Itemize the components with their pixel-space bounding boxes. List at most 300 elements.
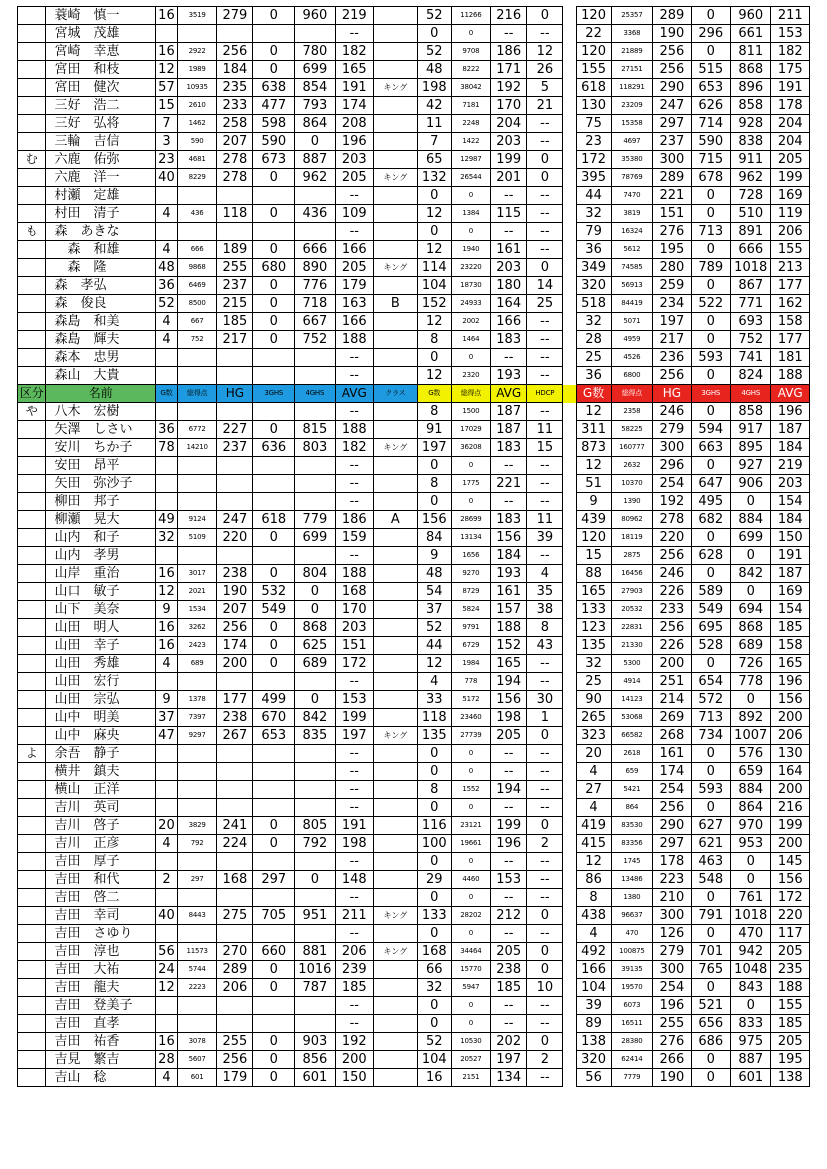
season2-cell: 0 bbox=[527, 151, 563, 169]
season1-cell: 166 bbox=[335, 241, 373, 259]
season2-cell: 8222 bbox=[451, 61, 490, 79]
class-cell bbox=[373, 673, 417, 691]
season3-cell: 166 bbox=[576, 961, 611, 979]
season3-cell: 320 bbox=[576, 277, 611, 295]
spacer-cell bbox=[563, 547, 576, 565]
season3-cell: 32 bbox=[576, 205, 611, 223]
season1-cell: 220 bbox=[217, 529, 253, 547]
season2-cell: -- bbox=[527, 133, 563, 151]
kubun-cell bbox=[18, 619, 46, 637]
table-row bbox=[18, 475, 810, 493]
season1-cell: 792 bbox=[295, 835, 336, 853]
table-row bbox=[18, 403, 810, 421]
season3-cell: 824 bbox=[730, 367, 771, 385]
season3-cell: 25357 bbox=[611, 7, 653, 25]
spacer-cell bbox=[563, 421, 576, 439]
season1-cell: 279 bbox=[217, 7, 253, 25]
season2-cell: -- bbox=[527, 457, 563, 475]
season2-cell: -- bbox=[491, 187, 527, 205]
season2-cell: 184 bbox=[491, 547, 527, 565]
season2-cell: 0 bbox=[417, 853, 451, 871]
season1-cell: 0 bbox=[253, 835, 295, 853]
spacer-cell bbox=[563, 745, 576, 763]
season1-cell: 188 bbox=[335, 331, 373, 349]
season3-cell: 0 bbox=[691, 1051, 730, 1069]
season1-cell: -- bbox=[335, 475, 373, 493]
season1-cell: 8500 bbox=[177, 295, 216, 313]
season1-cell: 9 bbox=[156, 601, 178, 619]
header-s1-games: G数 bbox=[156, 385, 178, 403]
season1-cell bbox=[177, 187, 216, 205]
kubun-cell bbox=[18, 7, 46, 25]
season1-cell bbox=[156, 781, 178, 799]
table-row bbox=[18, 925, 810, 943]
name-cell: 安田 昂平 bbox=[46, 457, 156, 475]
season3-cell: 654 bbox=[691, 673, 730, 691]
spacer-cell bbox=[563, 1069, 576, 1087]
season3-cell: 13486 bbox=[611, 871, 653, 889]
season1-cell bbox=[177, 781, 216, 799]
season1-cell bbox=[156, 925, 178, 943]
kubun-cell bbox=[18, 907, 46, 925]
season1-cell: 436 bbox=[177, 205, 216, 223]
table-row bbox=[18, 529, 810, 547]
season3-cell: 4526 bbox=[611, 349, 653, 367]
season3-cell: 2632 bbox=[611, 457, 653, 475]
season3-cell: 88 bbox=[576, 565, 611, 583]
season3-cell: 0 bbox=[691, 187, 730, 205]
spacer-cell bbox=[563, 43, 576, 61]
season1-cell: 0 bbox=[253, 961, 295, 979]
spacer-cell bbox=[563, 1015, 576, 1033]
season2-cell: -- bbox=[527, 403, 563, 421]
season2-cell: 91 bbox=[417, 421, 451, 439]
season2-cell: 36208 bbox=[451, 439, 490, 457]
season2-cell: 165 bbox=[491, 655, 527, 673]
kubun-cell bbox=[18, 889, 46, 907]
season3-cell: 199 bbox=[771, 817, 810, 835]
season1-cell bbox=[253, 997, 295, 1015]
season1-cell bbox=[156, 25, 178, 43]
season1-cell: 805 bbox=[295, 817, 336, 835]
name-cell: 山内 和子 bbox=[46, 529, 156, 547]
kubun-cell: や bbox=[18, 403, 46, 421]
season3-cell: 0 bbox=[691, 367, 730, 385]
kubun-cell bbox=[18, 655, 46, 673]
season3-cell: 75 bbox=[576, 115, 611, 133]
header-s3-games: G数 bbox=[576, 385, 611, 403]
season2-cell: -- bbox=[527, 853, 563, 871]
season3-cell: 205 bbox=[771, 943, 810, 961]
season3-cell: 130 bbox=[771, 745, 810, 763]
name-cell: 山内 孝男 bbox=[46, 547, 156, 565]
spacer-cell bbox=[563, 331, 576, 349]
season2-cell: 9708 bbox=[451, 43, 490, 61]
name-cell: 宮城 茂雄 bbox=[46, 25, 156, 43]
season3-cell: 771 bbox=[730, 295, 771, 313]
season3-cell: 515 bbox=[691, 61, 730, 79]
season2-cell: 65 bbox=[417, 151, 451, 169]
season1-cell: 0 bbox=[253, 313, 295, 331]
name-cell: 山田 明人 bbox=[46, 619, 156, 637]
kubun-cell bbox=[18, 349, 46, 367]
season2-cell: -- bbox=[527, 25, 563, 43]
spacer-cell bbox=[563, 637, 576, 655]
season1-cell bbox=[156, 475, 178, 493]
season3-cell: 0 bbox=[691, 529, 730, 547]
class-cell bbox=[373, 601, 417, 619]
season3-cell: 593 bbox=[691, 781, 730, 799]
season2-cell: -- bbox=[491, 925, 527, 943]
season1-cell bbox=[295, 493, 336, 511]
season1-cell: 792 bbox=[177, 835, 216, 853]
season2-cell: 161 bbox=[491, 583, 527, 601]
season3-cell: 191 bbox=[771, 79, 810, 97]
season2-cell: -- bbox=[527, 655, 563, 673]
season3-cell: 549 bbox=[691, 601, 730, 619]
season1-cell: 601 bbox=[295, 1069, 336, 1087]
season3-cell: 741 bbox=[730, 349, 771, 367]
table-row bbox=[18, 493, 810, 511]
season3-cell: 518 bbox=[576, 295, 611, 313]
season1-cell bbox=[253, 925, 295, 943]
season3-cell: 256 bbox=[653, 619, 691, 637]
season3-cell: 618 bbox=[576, 79, 611, 97]
season1-cell: 233 bbox=[217, 97, 253, 115]
class-cell bbox=[373, 619, 417, 637]
season3-cell: 256 bbox=[653, 43, 691, 61]
class-cell bbox=[373, 583, 417, 601]
season3-cell: 320 bbox=[576, 1051, 611, 1069]
season2-cell: 116 bbox=[417, 817, 451, 835]
season2-cell: -- bbox=[491, 889, 527, 907]
season1-cell: 182 bbox=[335, 43, 373, 61]
season3-cell: 158 bbox=[771, 313, 810, 331]
season3-cell: 226 bbox=[653, 583, 691, 601]
season1-cell: -- bbox=[335, 889, 373, 907]
season3-cell: 187 bbox=[771, 421, 810, 439]
kubun-cell bbox=[18, 25, 46, 43]
kubun-cell bbox=[18, 871, 46, 889]
name-cell: 森 隆 bbox=[46, 259, 156, 277]
season3-cell: 5300 bbox=[611, 655, 653, 673]
header-s3-total: 総得点 bbox=[611, 385, 653, 403]
season3-cell: 858 bbox=[730, 403, 771, 421]
season3-cell: 119 bbox=[771, 205, 810, 223]
season3-cell: 221 bbox=[653, 187, 691, 205]
season2-cell: 186 bbox=[491, 43, 527, 61]
season3-cell: 928 bbox=[730, 115, 771, 133]
season2-cell: 114 bbox=[417, 259, 451, 277]
season2-cell: -- bbox=[527, 349, 563, 367]
season2-cell: 1552 bbox=[451, 781, 490, 799]
season2-cell: 198 bbox=[491, 709, 527, 727]
spacer-cell bbox=[563, 205, 576, 223]
season1-cell bbox=[177, 799, 216, 817]
spacer-cell bbox=[563, 79, 576, 97]
class-cell bbox=[373, 889, 417, 907]
name-cell: 三好 浩二 bbox=[46, 97, 156, 115]
season2-cell: -- bbox=[491, 457, 527, 475]
class-cell bbox=[373, 457, 417, 475]
season1-cell: 0 bbox=[253, 169, 295, 187]
season3-cell: 196 bbox=[771, 403, 810, 421]
season1-cell: 9 bbox=[156, 691, 178, 709]
season3-cell: 290 bbox=[653, 79, 691, 97]
spacer-cell bbox=[563, 709, 576, 727]
season3-cell: 164 bbox=[771, 763, 810, 781]
season2-cell: 0 bbox=[451, 925, 490, 943]
season2-cell: 23460 bbox=[451, 709, 490, 727]
season1-cell: 803 bbox=[295, 439, 336, 457]
season1-cell bbox=[295, 673, 336, 691]
season2-cell: 12 bbox=[417, 367, 451, 385]
season2-cell: 9 bbox=[417, 547, 451, 565]
table-row bbox=[18, 133, 810, 151]
season1-cell: 3017 bbox=[177, 565, 216, 583]
table-row bbox=[18, 889, 810, 907]
season3-cell: 276 bbox=[653, 1033, 691, 1051]
season1-cell bbox=[295, 997, 336, 1015]
season1-cell: 0 bbox=[295, 601, 336, 619]
spacer-cell bbox=[563, 943, 576, 961]
season1-cell bbox=[217, 925, 253, 943]
season3-cell: 205 bbox=[771, 1033, 810, 1051]
table-row bbox=[18, 259, 810, 277]
season3-cell: 200 bbox=[771, 709, 810, 727]
table-row bbox=[18, 1015, 810, 1033]
season3-cell: 120 bbox=[576, 7, 611, 25]
season1-cell: 211 bbox=[335, 907, 373, 925]
season3-cell: 297 bbox=[653, 835, 691, 853]
spacer-cell bbox=[563, 799, 576, 817]
season3-cell: 28380 bbox=[611, 1033, 653, 1051]
class-cell bbox=[373, 187, 417, 205]
table-row bbox=[18, 871, 810, 889]
name-cell: 吉田 直孝 bbox=[46, 1015, 156, 1033]
spacer-cell bbox=[563, 925, 576, 943]
season1-cell: -- bbox=[335, 223, 373, 241]
season3-cell: 970 bbox=[730, 817, 771, 835]
season3-cell: 9 bbox=[576, 493, 611, 511]
table-row bbox=[18, 169, 810, 187]
season2-cell: 205 bbox=[491, 943, 527, 961]
class-cell: キング bbox=[373, 907, 417, 925]
season3-cell: 204 bbox=[771, 115, 810, 133]
table-row bbox=[18, 1069, 810, 1087]
season1-cell: 238 bbox=[217, 565, 253, 583]
season3-cell: 1380 bbox=[611, 889, 653, 907]
table-row bbox=[18, 151, 810, 169]
season2-cell: 28202 bbox=[451, 907, 490, 925]
season3-cell: 5421 bbox=[611, 781, 653, 799]
season3-cell: 35380 bbox=[611, 151, 653, 169]
season1-cell bbox=[253, 547, 295, 565]
table-row bbox=[18, 457, 810, 475]
name-cell: 横井 鎮夫 bbox=[46, 763, 156, 781]
spacer-cell bbox=[563, 349, 576, 367]
season2-cell: 171 bbox=[491, 61, 527, 79]
class-cell bbox=[373, 403, 417, 421]
name-cell: 横山 正洋 bbox=[46, 781, 156, 799]
name-cell: 森本 忠男 bbox=[46, 349, 156, 367]
season1-cell: 779 bbox=[295, 511, 336, 529]
season2-cell: -- bbox=[527, 871, 563, 889]
kubun-cell bbox=[18, 457, 46, 475]
header-spacer bbox=[563, 385, 576, 403]
season2-cell: -- bbox=[527, 223, 563, 241]
season2-cell: 212 bbox=[491, 907, 527, 925]
season2-cell: 187 bbox=[491, 403, 527, 421]
class-cell bbox=[373, 925, 417, 943]
season1-cell: 36 bbox=[156, 421, 178, 439]
spacer-cell bbox=[563, 223, 576, 241]
season3-cell: 593 bbox=[691, 349, 730, 367]
season1-cell: 267 bbox=[217, 727, 253, 745]
kubun-cell bbox=[18, 529, 46, 547]
season3-cell: 169 bbox=[771, 187, 810, 205]
season3-cell: 682 bbox=[691, 511, 730, 529]
season1-cell: 256 bbox=[217, 619, 253, 637]
name-cell: 山中 明美 bbox=[46, 709, 156, 727]
season1-cell bbox=[156, 367, 178, 385]
season1-cell: 217 bbox=[217, 331, 253, 349]
class-cell: キング bbox=[373, 943, 417, 961]
season1-cell: 165 bbox=[335, 61, 373, 79]
season1-cell: 2 bbox=[156, 871, 178, 889]
season3-cell: 439 bbox=[576, 511, 611, 529]
table-row bbox=[18, 673, 810, 691]
header-s1-g3: 3GHS bbox=[253, 385, 295, 403]
season2-cell: 203 bbox=[491, 133, 527, 151]
season2-cell: 5 bbox=[527, 79, 563, 97]
season3-cell: 150 bbox=[771, 529, 810, 547]
season3-cell: 169 bbox=[771, 583, 810, 601]
class-cell bbox=[373, 1033, 417, 1051]
season3-cell: 19570 bbox=[611, 979, 653, 997]
kubun-cell bbox=[18, 313, 46, 331]
season1-cell: 864 bbox=[295, 115, 336, 133]
season2-cell: 183 bbox=[491, 331, 527, 349]
season1-cell: 667 bbox=[295, 313, 336, 331]
season2-cell: 29 bbox=[417, 871, 451, 889]
season3-cell: 6073 bbox=[611, 997, 653, 1015]
season1-cell: -- bbox=[335, 493, 373, 511]
kubun-cell bbox=[18, 421, 46, 439]
table-row bbox=[18, 295, 810, 313]
spacer-cell bbox=[563, 115, 576, 133]
season3-cell: 177 bbox=[771, 331, 810, 349]
season3-cell: 236 bbox=[653, 349, 691, 367]
season1-cell bbox=[217, 763, 253, 781]
table-row bbox=[18, 961, 810, 979]
name-cell: 森島 和美 bbox=[46, 313, 156, 331]
season2-cell: -- bbox=[527, 493, 563, 511]
table-row bbox=[18, 853, 810, 871]
season3-cell: 184 bbox=[771, 439, 810, 457]
table-row bbox=[18, 601, 810, 619]
season3-cell: 0 bbox=[691, 745, 730, 763]
season1-cell bbox=[217, 187, 253, 205]
season3-cell: 349 bbox=[576, 259, 611, 277]
class-cell bbox=[373, 1015, 417, 1033]
season1-cell: 185 bbox=[335, 979, 373, 997]
season1-cell bbox=[295, 799, 336, 817]
season2-cell: 199 bbox=[491, 817, 527, 835]
season2-cell: -- bbox=[527, 673, 563, 691]
spacer-cell bbox=[563, 673, 576, 691]
class-cell bbox=[373, 961, 417, 979]
season2-cell: 19661 bbox=[451, 835, 490, 853]
class-cell bbox=[373, 817, 417, 835]
season1-cell: 10935 bbox=[177, 79, 216, 97]
season1-cell: 16 bbox=[156, 1033, 178, 1051]
season2-cell: 1775 bbox=[451, 475, 490, 493]
season1-cell: 190 bbox=[217, 583, 253, 601]
season2-cell: 0 bbox=[451, 349, 490, 367]
season3-cell: 838 bbox=[730, 133, 771, 151]
season1-cell: -- bbox=[335, 1015, 373, 1033]
name-cell: 山口 敏子 bbox=[46, 583, 156, 601]
class-cell bbox=[373, 709, 417, 727]
season3-cell: 15 bbox=[576, 547, 611, 565]
name-cell: 村瀬 定雄 bbox=[46, 187, 156, 205]
season3-cell: 0 bbox=[691, 799, 730, 817]
season1-cell: 667 bbox=[177, 313, 216, 331]
spacer-cell bbox=[563, 655, 576, 673]
season3-cell: 311 bbox=[576, 421, 611, 439]
season3-cell: 659 bbox=[611, 763, 653, 781]
season3-cell: 56913 bbox=[611, 277, 653, 295]
season1-cell bbox=[253, 1015, 295, 1033]
season1-cell: 172 bbox=[335, 655, 373, 673]
season3-cell: 791 bbox=[691, 907, 730, 925]
season1-cell: 206 bbox=[217, 979, 253, 997]
kubun-cell bbox=[18, 817, 46, 835]
season1-cell: 196 bbox=[335, 133, 373, 151]
season3-cell: 205 bbox=[771, 151, 810, 169]
season3-cell: 734 bbox=[691, 727, 730, 745]
season1-cell bbox=[177, 745, 216, 763]
spacer-cell bbox=[563, 403, 576, 421]
season2-cell: 0 bbox=[417, 25, 451, 43]
spacer-cell bbox=[563, 529, 576, 547]
table-row bbox=[18, 655, 810, 673]
kubun-cell bbox=[18, 547, 46, 565]
season1-cell: 1462 bbox=[177, 115, 216, 133]
season1-cell bbox=[217, 745, 253, 763]
class-cell bbox=[373, 493, 417, 511]
table-row bbox=[18, 637, 810, 655]
season1-cell bbox=[295, 547, 336, 565]
season2-cell: 13134 bbox=[451, 529, 490, 547]
season2-cell: 21 bbox=[527, 97, 563, 115]
season1-cell: 247 bbox=[217, 511, 253, 529]
season1-cell bbox=[253, 781, 295, 799]
season1-cell: 15 bbox=[156, 97, 178, 115]
season1-cell: 188 bbox=[335, 565, 373, 583]
season1-cell bbox=[177, 925, 216, 943]
table-row bbox=[18, 205, 810, 223]
season1-cell: 689 bbox=[295, 655, 336, 673]
header-s3-avg: AVG bbox=[771, 385, 810, 403]
season2-cell: 204 bbox=[491, 115, 527, 133]
class-cell bbox=[373, 25, 417, 43]
season3-cell: 100875 bbox=[611, 943, 653, 961]
kubun-cell bbox=[18, 601, 46, 619]
season1-cell: 590 bbox=[253, 133, 295, 151]
season1-cell: 207 bbox=[217, 133, 253, 151]
